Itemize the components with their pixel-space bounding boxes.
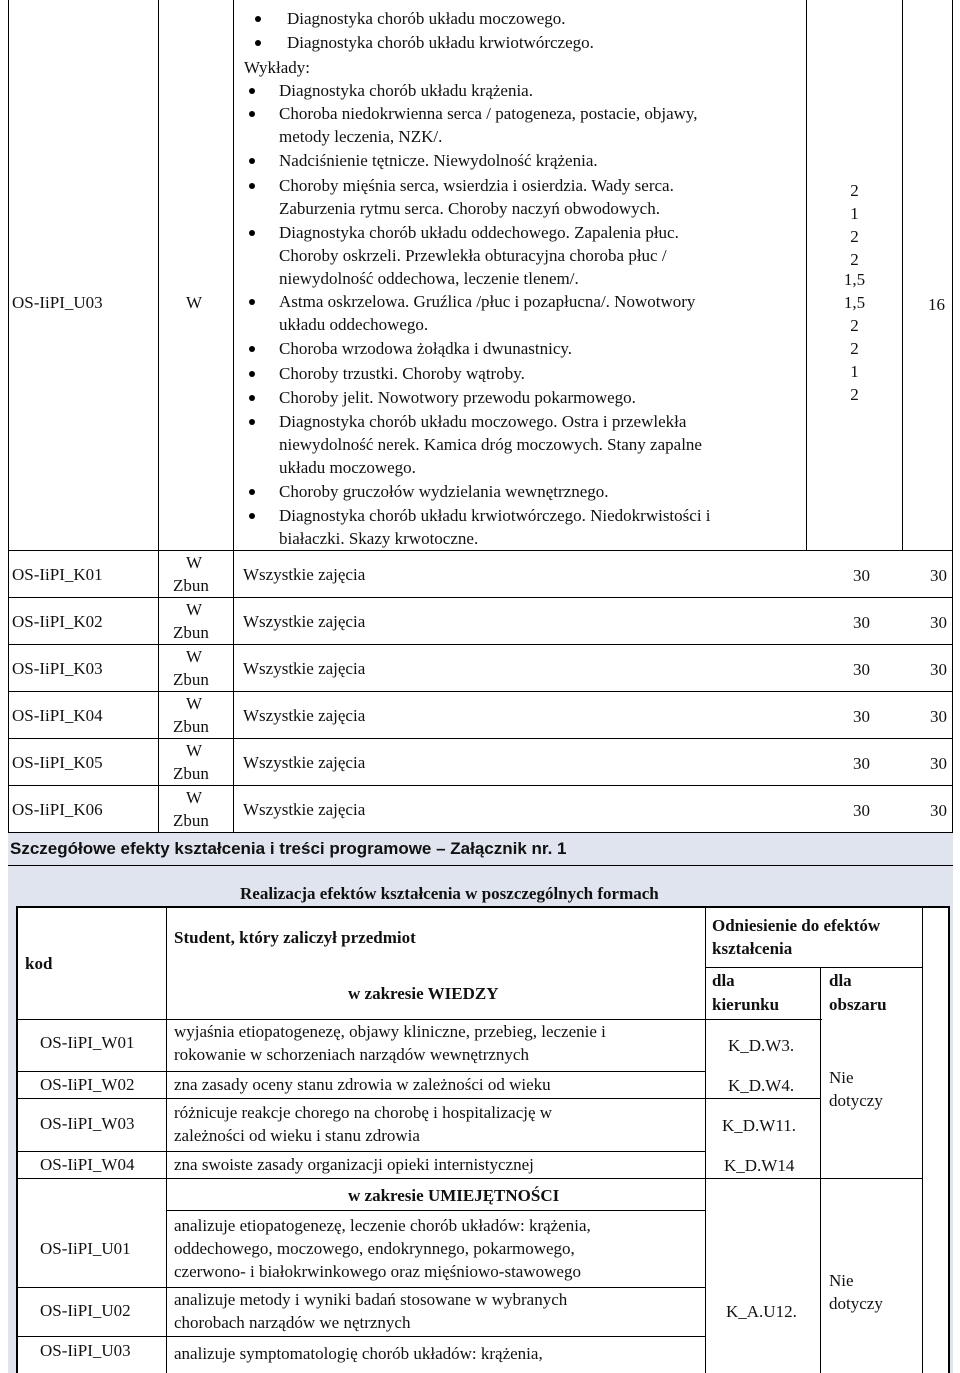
w-ref: K_D.W14 [724, 1156, 795, 1175]
k-form: W [186, 694, 203, 713]
content-line: układu moczowego. [279, 458, 416, 477]
content-line: niewydolność oddechowa, leczenie tlenem/. [279, 269, 579, 288]
k-form: W [186, 600, 203, 619]
k-content: Wszystkie zajęcia [243, 706, 366, 725]
u-code: OS-IiPI_U01 [40, 1239, 131, 1258]
bullet-icon [249, 183, 255, 189]
hours-value: 2 [850, 316, 859, 335]
u03-form: W [186, 293, 203, 312]
hours-value: 2 [850, 250, 859, 269]
sub-wiedza: w zakresie WIEDZY [348, 984, 499, 1003]
bullet-icon [249, 230, 255, 236]
hours-value: 2 [850, 385, 859, 404]
col-kierunku-1: dla [712, 971, 735, 990]
obszar-dotyczy: dotyczy [829, 1294, 883, 1313]
k-code: OS-IiPI_K03 [12, 659, 103, 678]
content-line: Astma oskrzelowa. Gruźlica /płuc i pozapłucna/. Nowotwory [279, 292, 696, 311]
col-kod: kod [25, 954, 53, 973]
k-hours: 30 [853, 707, 870, 726]
w-desc: zna swoiste zasady organizacji opieki internistycznej [174, 1155, 534, 1174]
hours-value: 1 [850, 362, 859, 381]
k-hours: 30 [930, 660, 947, 679]
k-hours: 30 [930, 801, 947, 820]
w-code: OS-IiPI_W01 [40, 1033, 135, 1052]
k-hours: 30 [853, 754, 870, 773]
k-hours: 30 [853, 801, 870, 820]
w-desc: zna zasady oceny stanu zdrowia w zależności od wieku [174, 1075, 551, 1094]
k-form: Zbun [173, 717, 209, 736]
bullet-icon [249, 371, 255, 377]
col-ref-line2: kształcenia [712, 939, 793, 958]
u03-total-hours: 16 [928, 295, 945, 314]
k-form: Zbun [173, 576, 209, 595]
content-line: Nadciśnienie tętnicze. Niewydolność krążenia. [279, 151, 598, 170]
k-hours: 30 [853, 566, 870, 585]
bullet-icon [249, 346, 255, 352]
bullet-icon [249, 513, 255, 519]
obszar-nie: Nie [829, 1068, 854, 1087]
content-line: Diagnostyka chorób układu oddechowego. Zapalenia płuc. [279, 223, 679, 242]
k-form: W [186, 647, 203, 666]
section-title: Szczegółowe efekty kształcenia i treści programowe – Załącznik nr. 1 [10, 839, 567, 858]
hours-value: 1 [850, 204, 859, 223]
bullet-icon [249, 158, 255, 164]
col-obszaru-2: obszaru [829, 995, 887, 1014]
content-line: Diagnostyka chorób układu krwiotwórczego. Niedokrwistości i [279, 506, 711, 525]
obszar-nie: Nie [829, 1271, 854, 1290]
w-code: OS-IiPI_W04 [40, 1155, 135, 1174]
content-line: metody leczenia, NZK/. [279, 127, 443, 146]
k-form: Zbun [173, 811, 209, 830]
bullet-icon [249, 299, 255, 305]
k-code: OS-IiPI_K04 [12, 706, 103, 725]
sub-umiejetnosci: w zakresie UMIEJĘTNOŚCI [348, 1186, 560, 1205]
content-line: Zaburzenia rytmu serca. Choroby naczyń obwodowych. [279, 199, 660, 218]
u-code: OS-IiPI_U02 [40, 1301, 131, 1320]
bullet-icon [249, 419, 255, 425]
k-code: OS-IiPI_K01 [12, 565, 103, 584]
hours-value: 1,5 [843, 293, 866, 312]
k-hours: 30 [853, 613, 870, 632]
k-code: OS-IiPI_K05 [12, 753, 103, 772]
k-content: Wszystkie zajęcia [243, 800, 366, 819]
bullet-icon [249, 489, 255, 495]
col-kierunku-2: kierunku [712, 995, 780, 1014]
u-code: OS-IiPI_U03 [40, 1341, 131, 1360]
content-line: Choroby oskrzeli. Przewlekła obturacyjna choroba płuc / [279, 246, 667, 265]
bullet-icon [249, 111, 255, 117]
content-line: Diagnostyka chorób układu moczowego. [287, 9, 566, 28]
bullet-icon [255, 16, 261, 22]
content-line: niewydolność nerek. Kamica dróg moczowych. Stany zapalne [279, 435, 702, 454]
col-student: Student, który zaliczył przedmiot [174, 928, 416, 947]
section-heading-bar [8, 833, 953, 866]
u-ref: K_A.U12. [726, 1302, 797, 1321]
k-content: Wszystkie zajęcia [243, 565, 366, 584]
col-ref-line1: Odniesienie do efektów [712, 916, 881, 935]
u-desc: analizuje symptomatologię chorób układów: krążenia, [174, 1344, 543, 1363]
hours-value: 2 [850, 339, 859, 358]
k-form: Zbun [173, 764, 209, 783]
k-form: W [186, 741, 203, 760]
content-line: Choroba wrzodowa żołądka i dwunastnicy. [279, 339, 573, 358]
u-desc: chorobach narządów we nętrznych [174, 1313, 411, 1332]
realization-title: Realizacja efektów kształcenia w poszczególnych formach [240, 884, 659, 903]
content-line: Choroby gruczołów wydzielania wewnętrznego. [279, 482, 609, 501]
w-ref: K_D.W3. [728, 1036, 795, 1055]
hours-value: 2 [850, 181, 859, 200]
k-content: Wszystkie zajęcia [243, 659, 366, 678]
content-line: Choroby jelit. Nowotwory przewodu pokarmowego. [279, 388, 636, 407]
w-code: OS-IiPI_W03 [40, 1114, 135, 1133]
content-line: Choroba niedokrwienna serca / patogeneza, postacie, objawy, [279, 104, 698, 123]
u-desc: oddechowego, moczowego, endokrynnego, pokarmowego, [174, 1239, 575, 1258]
w-desc: zależności od wieku i stanu zdrowia [174, 1126, 420, 1145]
k-form: Zbun [173, 670, 209, 689]
bullet-icon [249, 88, 255, 94]
k-form: W [186, 553, 203, 572]
k-hours: 30 [930, 754, 947, 773]
k-content: Wszystkie zajęcia [243, 753, 366, 772]
w-ref: K_D.W4. [728, 1076, 795, 1095]
content-line: Diagnostyka chorób układu moczowego. Ostra i przewlekła [279, 412, 687, 431]
k-form: Zbun [173, 623, 209, 642]
w-desc: wyjaśnia etiopatogenezę, objawy kliniczne, przebieg, leczenie i [174, 1022, 606, 1041]
col-obszaru-1: dla [829, 971, 852, 990]
w-desc: różnicuje reakcje chorego na chorobę i hospitalizację w [174, 1103, 553, 1122]
obszar-dotyczy: dotyczy [829, 1091, 883, 1110]
bullet-icon [249, 395, 255, 401]
w-ref: K_D.W11. [722, 1116, 796, 1135]
w-code: OS-IiPI_W02 [40, 1075, 135, 1094]
k-hours: 30 [930, 707, 947, 726]
u03-code: OS-IiPI_U03 [12, 293, 103, 312]
content-line: Choroby mięśnia serca, wsierdzia i osierdzia. Wady serca. [279, 176, 674, 195]
lectures-label: Wykłady: [244, 58, 311, 77]
k-code: OS-IiPI_K06 [12, 800, 103, 819]
content-line: białaczki. Skazy krwotoczne. [279, 529, 479, 548]
hours-value: 2 [850, 227, 859, 246]
u-desc: czerwono- i białokrwinkowego oraz mięśniowo-stawowego [174, 1262, 581, 1281]
k-hours: 30 [853, 660, 870, 679]
k-form: W [186, 788, 203, 807]
content-line: Choroby trzustki. Choroby wątroby. [279, 364, 525, 383]
content-line: Diagnostyka chorób układu krwiotwórczego. [287, 33, 594, 52]
k-code: OS-IiPI_K02 [12, 612, 103, 631]
u-desc: analizuje metody i wyniki badań stosowane w wybranych [174, 1290, 568, 1309]
content-line: układu oddechowego. [279, 315, 429, 334]
u-desc: analizuje etiopatogenezę, leczenie chorób układów: krążenia, [174, 1216, 591, 1235]
k-hours: 30 [930, 566, 947, 585]
k-hours: 30 [930, 613, 947, 632]
k-content: Wszystkie zajęcia [243, 612, 366, 631]
w-desc: rokowanie w schorzeniach narządów wewnętrznych [174, 1045, 529, 1064]
hours-value: 1,5 [843, 270, 866, 289]
bullet-icon [255, 40, 261, 46]
content-line: Diagnostyka chorób układu krążenia. [279, 81, 533, 100]
